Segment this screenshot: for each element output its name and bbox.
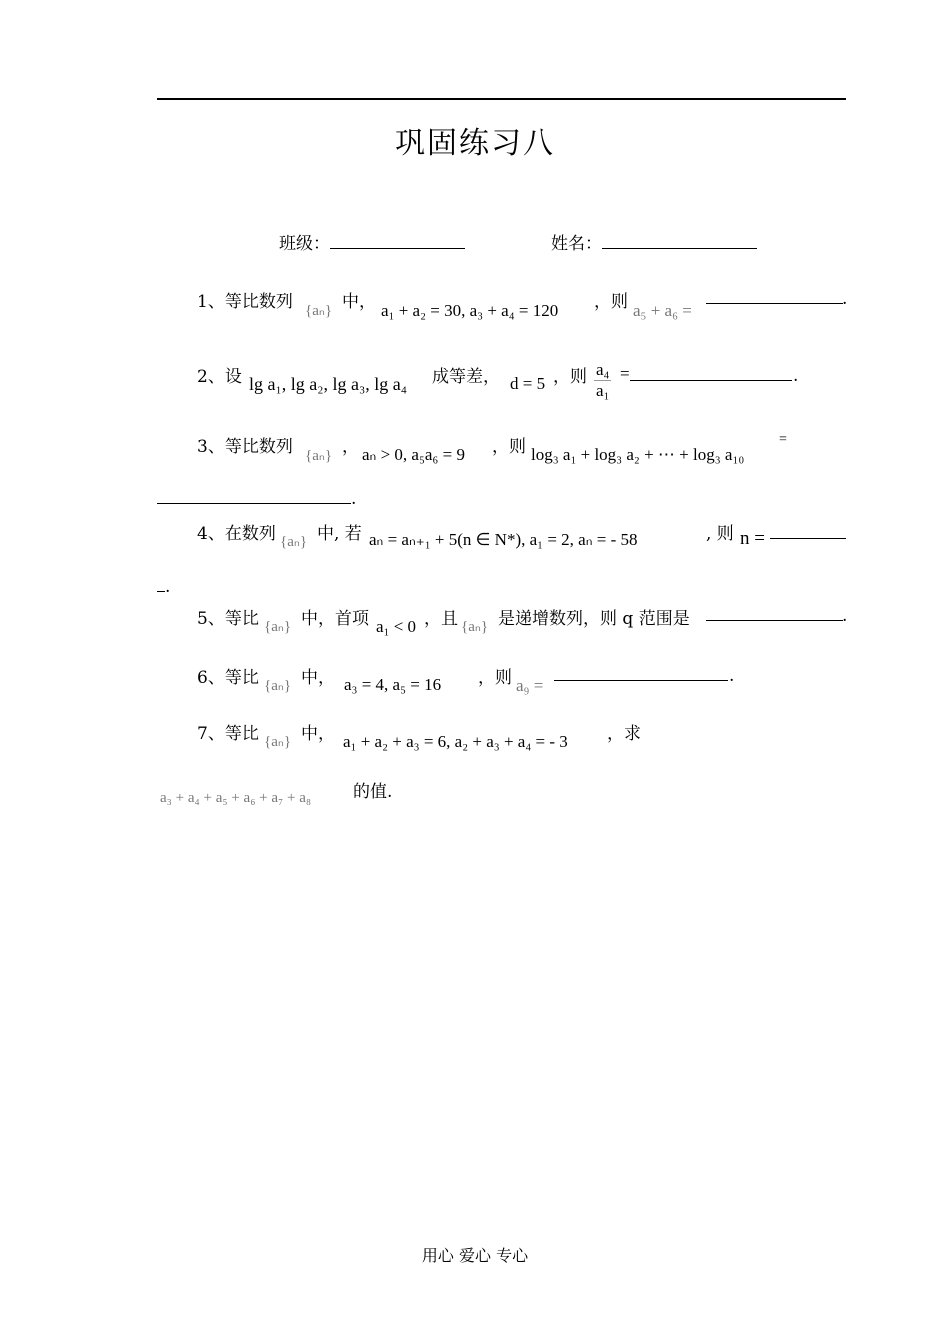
q3-text-b: ， xyxy=(342,437,359,457)
q2-fraction xyxy=(594,360,611,401)
q3-text-c: ，则 xyxy=(492,437,526,457)
q1-text-a: 1、等比数列 xyxy=(197,292,293,312)
q6-condition: a₃ = 4, a₅ = 16 xyxy=(344,675,442,694)
q5-seq: {aₙ} xyxy=(264,619,292,635)
q3-equals: = xyxy=(779,432,787,447)
q2-fraction-denominator: a₁ xyxy=(596,381,610,400)
q5-seq-2: {aₙ} xyxy=(461,619,489,635)
name-blank[interactable] xyxy=(602,234,757,249)
q2-text-c: ，则 xyxy=(553,367,587,387)
q3-end: . xyxy=(351,489,357,509)
q1-answer-line[interactable] xyxy=(706,289,843,308)
q7-seq: {aₙ} xyxy=(264,734,292,750)
name-label: 姓名： xyxy=(551,234,602,254)
q6-ask: a₉ = xyxy=(516,676,544,695)
q1-condition: a₁ + a₂ = 30, a₃ + a₄ = 120 xyxy=(381,301,559,320)
q5-condition: a₁ < 0 xyxy=(376,617,417,636)
class-label: 班级： xyxy=(279,234,330,254)
q6-seq: {aₙ} xyxy=(264,678,292,694)
q6-text-a: 6、等比 xyxy=(197,668,259,688)
q4-seq: {aₙ} xyxy=(280,534,308,550)
question-1-stem xyxy=(197,287,293,312)
q5-text-b: 中，首项 xyxy=(301,609,369,629)
q3-text-a: 3、等比数列 xyxy=(197,437,293,457)
q4-condition: aₙ = aₙ₊₁ + 5(n ∈ N*), a₁ = 2, aₙ = - 58 xyxy=(369,530,638,549)
q2-terms: lg a₁, lg a₂, lg a₃, lg a₄ xyxy=(249,374,408,394)
q4-answer-line-continued xyxy=(157,577,165,596)
q1-end: . xyxy=(842,289,848,309)
q3-condition: aₙ > 0, a₅a₆ = 9 xyxy=(362,445,465,464)
q6-end: . xyxy=(729,666,735,686)
q2-end: . xyxy=(793,366,799,386)
q2-text-a: 2、设 xyxy=(197,367,242,387)
q6-text-b: 中， xyxy=(301,668,335,688)
name-field xyxy=(551,229,757,254)
class-blank[interactable] xyxy=(330,234,465,249)
q5-text-c: ，且 xyxy=(424,609,458,629)
q3-ask: log₃ a₁ + log₃ a₂ + ⋯ + log₃ a₁₀ xyxy=(531,445,745,464)
q3-seq: {aₙ} xyxy=(305,448,333,464)
q2-condition: d = 5 xyxy=(510,374,546,393)
q1-seq: {aₙ} xyxy=(305,303,333,319)
q4-text-b: 中, 若 xyxy=(317,524,362,544)
q7-text-b: 中， xyxy=(301,724,335,744)
top-rule xyxy=(157,98,846,100)
q2-answer-line[interactable] xyxy=(630,366,792,385)
footer-motto: 用心 爱心 专心 xyxy=(421,1246,529,1265)
q5-answer-line[interactable] xyxy=(706,606,843,625)
q5-text-d: 是递增数列，则 q 范围是 xyxy=(498,609,690,629)
q7-text-c: ，求 xyxy=(607,724,641,744)
q2-fraction-numerator: a₄ xyxy=(596,360,610,379)
q7-condition: a₁ + a₂ + a₃ = 6, a₂ + a₃ + a₄ = - 3 xyxy=(343,732,568,751)
q1-text-c: ，则 xyxy=(594,292,628,312)
q4-text-a: 4、在数列 xyxy=(197,524,276,544)
q6-text-c: ，则 xyxy=(478,668,512,688)
q5-text-a: 5、等比 xyxy=(197,609,259,629)
q4-ask: n = xyxy=(740,528,765,549)
q7-ask: a₃ + a₄ + a₅ + a₆ + a₇ + a₈ xyxy=(160,790,312,806)
q2-text-b: 成等差， xyxy=(432,367,500,387)
q4-text-c: , 则 xyxy=(706,524,734,544)
q4-end: . xyxy=(165,577,171,597)
q1-text-b: 中， xyxy=(342,292,376,312)
q1-ask: a₅ + a₆ = xyxy=(633,301,692,320)
q3-answer-line[interactable] xyxy=(157,489,351,508)
q2-equals: = xyxy=(620,364,630,383)
page-title: 巩固练习八 xyxy=(395,126,555,161)
q7-text-d: 的值. xyxy=(353,782,393,802)
q4-answer-line[interactable] xyxy=(770,524,846,543)
q7-text-a: 7、等比 xyxy=(197,724,259,744)
q6-answer-line[interactable] xyxy=(554,666,728,685)
class-field xyxy=(279,229,465,254)
q5-end: . xyxy=(842,606,848,626)
